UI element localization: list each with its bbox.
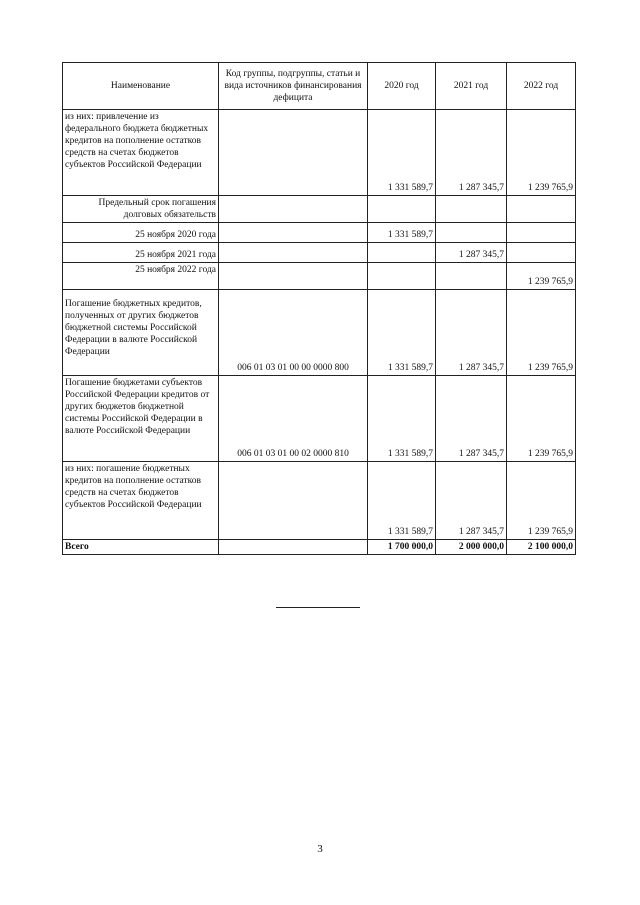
row-name: 25 ноября 2022 года bbox=[63, 263, 219, 290]
table-row bbox=[63, 263, 576, 290]
row-value-2021: 1 287 345,7 bbox=[436, 243, 507, 263]
row-value-2020: 1 331 589,7 bbox=[368, 223, 436, 243]
row-value-2021: 1 287 345,7 bbox=[436, 110, 507, 196]
row-value-2022: 1 239 765,9 bbox=[507, 290, 576, 376]
row-name: из них: привлечение из федерального бюджета бюджетных кредитов на пополнение остатков средств на счетах бюджетов субъектов Российской Федерации bbox=[63, 110, 219, 196]
row-code bbox=[219, 462, 368, 540]
row-name: Погашение бюджетами субъектов Российской Федерации кредитов от других бюджетов бюджетной системы Российской Федерации в валюте Российской Федерации bbox=[63, 376, 219, 462]
row-value-2022: 1 239 765,9 bbox=[507, 263, 576, 290]
header-code: Код группы, подгруппы, статьи и вида источников финансирования дефицита bbox=[219, 63, 368, 110]
row-name: Погашение бюджетных кредитов, полученных от других бюджетов бюджетной системы Российской Федерации в валюте Российской Федерации bbox=[63, 290, 219, 376]
table-row bbox=[63, 290, 576, 376]
row-code bbox=[219, 196, 368, 223]
row-value-2022 bbox=[507, 223, 576, 243]
table-row bbox=[63, 223, 576, 243]
total-value-2020: 1 700 000,0 bbox=[368, 540, 436, 555]
row-value-2020 bbox=[368, 196, 436, 223]
header-row bbox=[63, 63, 576, 110]
row-value-2020: 1 331 589,7 bbox=[368, 376, 436, 462]
header-2022: 2022 год bbox=[507, 63, 576, 110]
row-value-2021: 1 287 345,7 bbox=[436, 376, 507, 462]
row-value-2020: 1 331 589,7 bbox=[368, 110, 436, 196]
row-value-2022: 1 239 765,9 bbox=[507, 376, 576, 462]
row-value-2022 bbox=[507, 196, 576, 223]
total-value-2022: 2 100 000,0 bbox=[507, 540, 576, 555]
row-value-2020: 1 331 589,7 bbox=[368, 462, 436, 540]
page-number: 3 bbox=[317, 843, 323, 855]
row-name: 25 ноября 2020 года bbox=[63, 223, 219, 243]
row-value-2022: 1 239 765,9 bbox=[507, 110, 576, 196]
table-row bbox=[63, 110, 576, 196]
total-label: Всего bbox=[63, 540, 219, 555]
row-value-2021 bbox=[436, 263, 507, 290]
total-code bbox=[219, 540, 368, 555]
row-code: 006 01 03 01 00 02 0000 810 bbox=[219, 376, 368, 462]
table-row bbox=[63, 376, 576, 462]
row-code bbox=[219, 223, 368, 243]
total-row bbox=[63, 540, 576, 555]
budget-table bbox=[62, 62, 576, 555]
row-code: 006 01 03 01 00 00 0000 800 bbox=[219, 290, 368, 376]
table-row bbox=[63, 462, 576, 540]
row-name: 25 ноября 2021 года bbox=[63, 243, 219, 263]
separator-line bbox=[276, 607, 360, 608]
header-name: Наименование bbox=[63, 63, 219, 110]
row-value-2022: 1 239 765,9 bbox=[507, 462, 576, 540]
row-name: из них: погашение бюджетных кредитов на пополнение остатков средств на счетах бюджетов субъектов Российской Федерации bbox=[63, 462, 219, 540]
row-value-2021: 1 287 345,7 bbox=[436, 290, 507, 376]
header-2021: 2021 год bbox=[436, 63, 507, 110]
table-row bbox=[63, 196, 576, 223]
row-code bbox=[219, 110, 368, 196]
row-value-2020 bbox=[368, 263, 436, 290]
row-value-2022 bbox=[507, 243, 576, 263]
row-value-2020 bbox=[368, 243, 436, 263]
row-value-2021: 1 287 345,7 bbox=[436, 462, 507, 540]
total-value-2021: 2 000 000,0 bbox=[436, 540, 507, 555]
header-2020: 2020 год bbox=[368, 63, 436, 110]
row-value-2021 bbox=[436, 196, 507, 223]
table-row bbox=[63, 243, 576, 263]
row-name: Предельный срок погашения долговых обязательств bbox=[63, 196, 219, 223]
row-value-2020: 1 331 589,7 bbox=[368, 290, 436, 376]
row-code bbox=[219, 243, 368, 263]
row-code bbox=[219, 263, 368, 290]
row-value-2021 bbox=[436, 223, 507, 243]
